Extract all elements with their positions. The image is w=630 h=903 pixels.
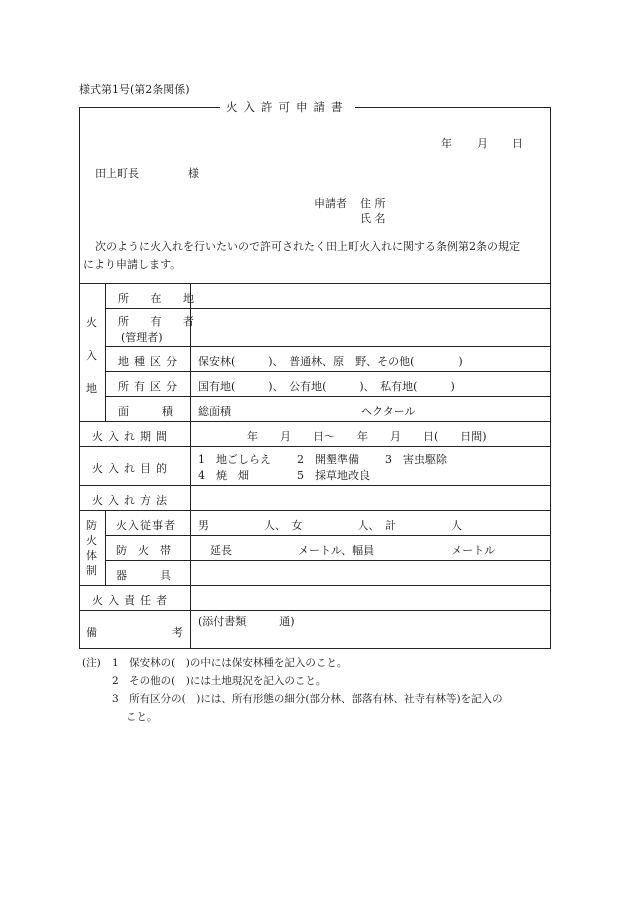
- body-text-line1: 次のように火入れを行いたいので許可されたく田上町火入れに関する条例第2条の規定: [95, 240, 520, 253]
- note-item-continuation: こと。: [126, 711, 158, 723]
- addressee: 田上町長: [95, 167, 139, 180]
- group-divider: [105, 510, 106, 585]
- row-divider: [105, 535, 551, 536]
- equipment-label: 器 具: [116, 569, 171, 582]
- purpose-option: 5 採草地改良: [297, 469, 370, 482]
- name-label: 氏 名: [360, 212, 386, 225]
- land-group-char: 火: [86, 316, 97, 329]
- fire-group-char: 体: [86, 549, 97, 562]
- fire-group-char: 制: [86, 564, 97, 577]
- body-text-line2: により申請します。: [83, 258, 182, 271]
- note-item: 2 その他の( )には土地現況を記入のこと。: [112, 675, 327, 687]
- remarks-label-left: 備: [86, 626, 97, 639]
- group-divider: [105, 283, 106, 421]
- purpose-option: 1 地ごしらえ: [198, 453, 271, 466]
- firebreak-value: 延長 メートル、幅員 メートル: [210, 544, 496, 557]
- honorific: 様: [188, 167, 199, 180]
- land-type-label: 地種区分: [118, 355, 182, 368]
- table-top-border: [79, 283, 551, 284]
- row-divider: [105, 560, 551, 561]
- row-divider: [79, 421, 551, 422]
- purpose-label: 火入れ目的: [92, 462, 172, 475]
- period-label: 火入れ期間: [92, 430, 172, 443]
- period-value: 年 月 日～ 年 月 日( 日間): [247, 430, 487, 443]
- purpose-option: 4 焼 畑: [198, 469, 249, 482]
- row-divider: [79, 446, 551, 447]
- fire-group-char: 防: [86, 519, 97, 532]
- area-unit: ヘクタール: [361, 405, 416, 418]
- method-label: 火入れ方法: [92, 494, 172, 507]
- note-item: 3 所有区分の( )には、所有形態の細分(部分林、部落有林、社寺有林等)を記入の: [112, 693, 503, 705]
- address-label: 住 所: [360, 197, 386, 210]
- row-divider: [105, 308, 551, 309]
- remarks-value: (添付書類 通): [198, 615, 295, 628]
- land-group-char: 入: [86, 349, 97, 362]
- location-label: 所 在 地: [118, 292, 203, 305]
- ownership-label: 所有区分: [118, 380, 182, 393]
- workers-value: 男 人、 女 人、 計 人: [198, 519, 462, 532]
- workers-label: 火入従事者: [116, 519, 176, 532]
- date-day: 日: [512, 137, 523, 150]
- row-divider: [79, 585, 551, 586]
- row-divider: [105, 371, 551, 372]
- area-label: 面 積: [118, 405, 173, 418]
- owner-sublabel: (管理者): [121, 331, 163, 344]
- land-type-value: 保安林( )、 普通林、原 野、その他( ): [198, 355, 463, 368]
- owner-label: 所 有 者: [118, 315, 203, 328]
- label-divider: [190, 283, 191, 649]
- responsible-label: 火入責任者: [92, 594, 172, 607]
- land-group-char: 地: [86, 382, 97, 395]
- ownership-value: 国有地( )、 公有地( )、 私有地( ): [198, 380, 455, 393]
- row-divider: [105, 346, 551, 347]
- row-divider: [79, 610, 551, 611]
- row-divider: [79, 510, 551, 511]
- remarks-label-right: 考: [172, 626, 183, 639]
- date-year: 年: [441, 137, 452, 150]
- row-divider: [105, 396, 551, 397]
- notes-prefix: (注): [82, 657, 101, 669]
- date-month: 月: [477, 137, 488, 150]
- area-prefix: 総面積: [198, 405, 231, 418]
- note-item: 1 保安林の( )の中には保安林種を記入のこと。: [112, 657, 348, 669]
- purpose-option: 2 開墾準備: [297, 453, 359, 466]
- form-number: 様式第1号(第2条関係): [79, 83, 190, 96]
- fire-group-char: 火: [86, 534, 97, 547]
- form-title: 火入許可申請書: [220, 99, 355, 115]
- firebreak-label: 防 火 帯: [116, 544, 171, 557]
- purpose-option: 3 害虫駆除: [385, 453, 447, 466]
- applicant-label: 申請者: [314, 197, 347, 210]
- row-divider: [79, 485, 551, 486]
